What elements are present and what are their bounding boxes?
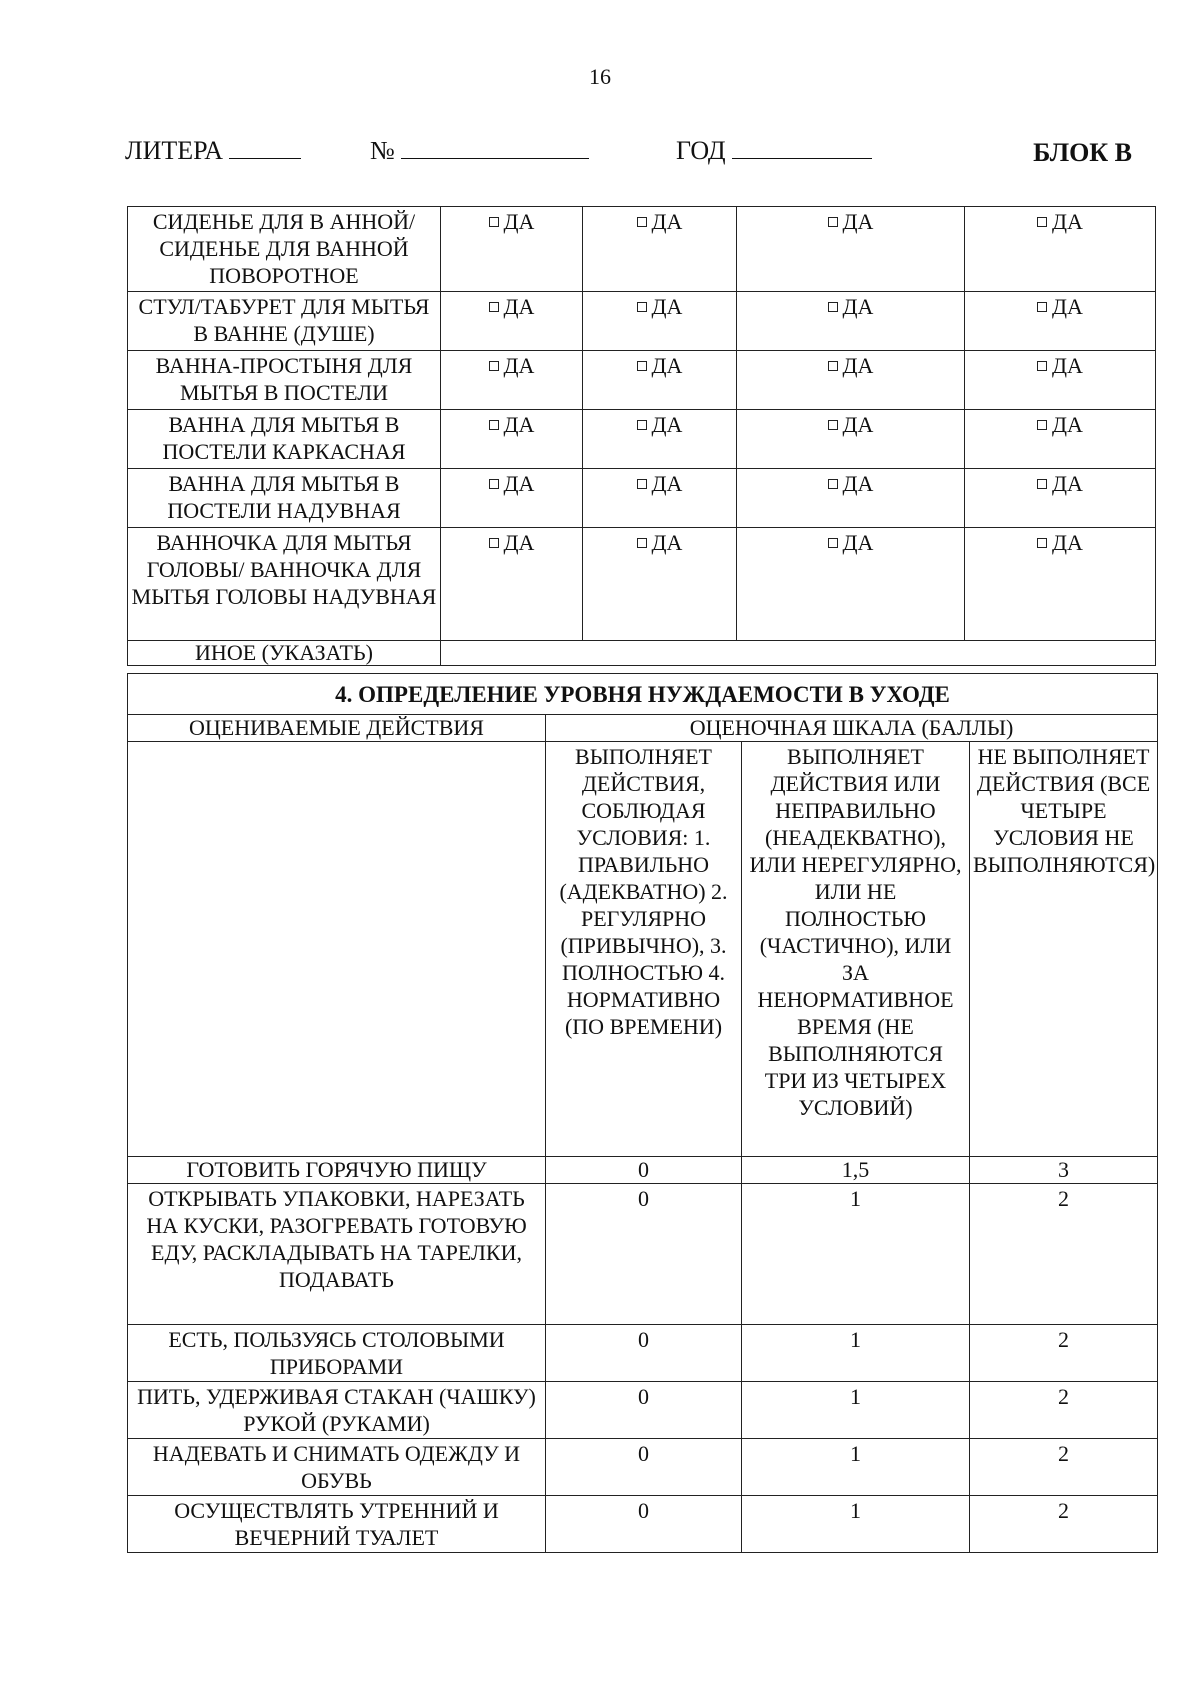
yes-checkbox-cell[interactable] xyxy=(441,292,583,351)
equipment-label: ВАННОЧКА ДЛЯ МЫТЬЯ ГОЛОВЫ/ ВАННОЧКА ДЛЯ МЫТЬЯ ГОЛОВЫ НАДУВНАЯ xyxy=(128,528,441,641)
action-label: ОСУЩЕСТВЛЯТЬ УТРЕННИЙ И ВЕЧЕРНИЙ ТУАЛЕТ xyxy=(128,1496,546,1553)
yes-label: ДА xyxy=(651,209,683,234)
checkbox-icon[interactable] xyxy=(637,479,647,489)
col-actions-header: ОЦЕНИВАЕМЫЕ ДЕЙСТВИЯ xyxy=(128,715,546,742)
yes-checkbox-cell[interactable] xyxy=(441,528,583,641)
score-row xyxy=(128,1157,1158,1184)
yes-checkbox-cell[interactable] xyxy=(965,351,1156,410)
checkbox-icon[interactable] xyxy=(1037,361,1047,371)
yes-label: ДА xyxy=(503,294,535,319)
year-blank[interactable] xyxy=(732,134,872,159)
levels-row xyxy=(128,742,1158,1157)
checkbox-icon[interactable] xyxy=(828,538,838,548)
equipment-label: ВАННА ДЛЯ МЫТЬЯ В ПОСТЕЛИ КАРКАСНАЯ xyxy=(128,410,441,469)
yes-label: ДА xyxy=(842,412,874,437)
checkbox-icon[interactable] xyxy=(637,217,647,227)
checkbox-icon[interactable] xyxy=(489,479,499,489)
yes-label: ДА xyxy=(842,353,874,378)
equipment-row xyxy=(128,292,1156,351)
section4-title-row xyxy=(128,674,1158,715)
checkbox-icon[interactable] xyxy=(828,420,838,430)
equipment-table xyxy=(127,206,1156,666)
yes-label: ДА xyxy=(842,471,874,496)
yes-label: ДА xyxy=(503,471,535,496)
checkbox-icon[interactable] xyxy=(1037,420,1047,430)
yes-checkbox-cell[interactable] xyxy=(583,469,737,528)
checkbox-icon[interactable] xyxy=(828,302,838,312)
checkbox-icon[interactable] xyxy=(828,217,838,227)
level2-description: ВЫПОЛНЯЕТ ДЕЙСТВИЯ ИЛИ НЕПРАВИЛЬНО (НЕАДЕКВАТНО), ИЛИ НЕРЕГУЛЯРНО, ИЛИ НЕ ПОЛНОСТЬЮ (ЧАСТИЧНО), ИЛИ ЗА НЕНОРМАТИВНОЕ ВРЕМЯ (НЕ ВЫПОЛНЯЮТСЯ ТРИ ИЗ ЧЕТЫРЕХ УСЛОВИЙ) xyxy=(742,742,970,1157)
yes-label: ДА xyxy=(1052,353,1083,378)
yes-label: ДА xyxy=(1052,530,1083,555)
score-level2: 1,5 xyxy=(742,1157,970,1184)
equipment-row xyxy=(128,469,1156,528)
yes-label: ДА xyxy=(842,530,874,555)
checkbox-icon[interactable] xyxy=(489,217,499,227)
yes-label: ДА xyxy=(1052,294,1083,319)
yes-checkbox-cell[interactable] xyxy=(737,292,965,351)
yes-checkbox-cell[interactable] xyxy=(965,469,1156,528)
yes-checkbox-cell[interactable] xyxy=(583,528,737,641)
score-row xyxy=(128,1439,1158,1496)
number-field xyxy=(370,134,589,166)
level1-description: ВЫПОЛНЯЕТ ДЕЙСТВИЯ, СОБЛЮДАЯ УСЛОВИЯ: 1. ПРАВИЛЬНО (АДЕКВАТНО) 2. РЕГУЛЯРНО (ПРИВЫЧНО), 3. ПОЛНОСТЬЮ 4. НОРМАТИВНО (ПО ВРЕМЕНИ) xyxy=(546,742,742,1157)
yes-label: ДА xyxy=(651,471,683,496)
yes-checkbox-cell[interactable] xyxy=(583,351,737,410)
litera-label: ЛИТЕРА xyxy=(125,136,224,165)
checkbox-icon[interactable] xyxy=(1037,302,1047,312)
checkbox-icon[interactable] xyxy=(637,420,647,430)
score-level3: 2 xyxy=(970,1382,1158,1439)
section4-title: 4. ОПРЕДЕЛЕНИЕ УРОВНЯ НУЖДАЕМОСТИ В УХОДЕ xyxy=(128,674,1158,715)
score-level2: 1 xyxy=(742,1382,970,1439)
score-level3: 2 xyxy=(970,1439,1158,1496)
score-level1: 0 xyxy=(546,1157,742,1184)
score-level3: 2 xyxy=(970,1325,1158,1382)
score-level1: 0 xyxy=(546,1325,742,1382)
year-label: ГОД xyxy=(676,136,726,165)
number-blank[interactable] xyxy=(401,134,589,159)
litera-field xyxy=(125,134,301,166)
yes-label: ДА xyxy=(503,209,535,234)
section4-header-row xyxy=(128,715,1158,742)
other-input[interactable] xyxy=(441,641,1156,666)
yes-label: ДА xyxy=(651,294,683,319)
number-label: № xyxy=(370,136,395,165)
yes-label: ДА xyxy=(651,412,683,437)
yes-checkbox-cell[interactable] xyxy=(737,410,965,469)
yes-label: ДА xyxy=(842,209,874,234)
yes-label: ДА xyxy=(842,294,874,319)
yes-checkbox-cell[interactable] xyxy=(441,207,583,292)
yes-checkbox-cell[interactable] xyxy=(441,351,583,410)
checkbox-icon[interactable] xyxy=(489,538,499,548)
other-row xyxy=(128,641,1156,666)
yes-checkbox-cell[interactable] xyxy=(965,410,1156,469)
yes-checkbox-cell[interactable] xyxy=(965,292,1156,351)
checkbox-icon[interactable] xyxy=(637,538,647,548)
yes-label: ДА xyxy=(1052,209,1083,234)
score-row xyxy=(128,1382,1158,1439)
score-row xyxy=(128,1496,1158,1553)
checkbox-icon[interactable] xyxy=(828,361,838,371)
action-label: ПИТЬ, УДЕРЖИВАЯ СТАКАН (ЧАШКУ) РУКОЙ (РУКАМИ) xyxy=(128,1382,546,1439)
action-label: ОТКРЫВАТЬ УПАКОВКИ, НАРЕЗАТЬ НА КУСКИ, РАЗОГРЕВАТЬ ГОТОВУЮ ЕДУ, РАСКЛАДЫВАТЬ НА ТАРЕЛКИ, ПОДАВАТЬ xyxy=(128,1184,546,1325)
equipment-row xyxy=(128,528,1156,641)
level3-description: НЕ ВЫПОЛНЯЕТ ДЕЙСТВИЯ (ВСЕ ЧЕТЫРЕ УСЛОВИЯ НЕ ВЫПОЛНЯЮТСЯ) xyxy=(970,742,1158,1157)
yes-checkbox-cell[interactable] xyxy=(737,351,965,410)
litera-blank[interactable] xyxy=(229,134,301,159)
yes-checkbox-cell[interactable] xyxy=(583,292,737,351)
yes-label: ДА xyxy=(1052,412,1083,437)
other-label: ИНОЕ (УКАЗАТЬ) xyxy=(128,641,441,666)
yes-checkbox-cell[interactable] xyxy=(441,410,583,469)
equipment-label: ВАННА-ПРОСТЫНЯ ДЛЯ МЫТЬЯ В ПОСТЕЛИ xyxy=(128,351,441,410)
yes-label: ДА xyxy=(503,353,535,378)
checkbox-icon[interactable] xyxy=(489,420,499,430)
score-level3: 2 xyxy=(970,1496,1158,1553)
yes-label: ДА xyxy=(651,353,683,378)
block-label: БЛОК В xyxy=(1033,138,1132,167)
score-level1: 0 xyxy=(546,1496,742,1553)
yes-checkbox-cell[interactable] xyxy=(737,207,965,292)
checkbox-icon[interactable] xyxy=(637,361,647,371)
yes-checkbox-cell[interactable] xyxy=(583,410,737,469)
page-number: 16 xyxy=(589,64,611,89)
checkbox-icon[interactable] xyxy=(489,302,499,312)
score-level1: 0 xyxy=(546,1382,742,1439)
score-level2: 1 xyxy=(742,1325,970,1382)
yes-checkbox-cell[interactable] xyxy=(583,207,737,292)
score-level1: 0 xyxy=(546,1184,742,1325)
score-level3: 3 xyxy=(970,1157,1158,1184)
col-scale-header: ОЦЕНОЧНАЯ ШКАЛА (БАЛЛЫ) xyxy=(546,715,1158,742)
equipment-label: ВАННА ДЛЯ МЫТЬЯ В ПОСТЕЛИ НАДУВНАЯ xyxy=(128,469,441,528)
action-label: НАДЕВАТЬ И СНИМАТЬ ОДЕЖДУ И ОБУВЬ xyxy=(128,1439,546,1496)
equipment-row xyxy=(128,410,1156,469)
action-label: ЕСТЬ, ПОЛЬЗУЯСЬ СТОЛОВЫМИ ПРИБОРАМИ xyxy=(128,1325,546,1382)
equipment-label: СТУЛ/ТАБУРЕТ ДЛЯ МЫТЬЯ В ВАННЕ (ДУШЕ) xyxy=(128,292,441,351)
yes-checkbox-cell[interactable] xyxy=(441,469,583,528)
action-label: ГОТОВИТЬ ГОРЯЧУЮ ПИЩУ xyxy=(128,1157,546,1184)
yes-checkbox-cell[interactable] xyxy=(965,207,1156,292)
equipment-label: СИДЕНЬЕ ДЛЯ В АННОЙ/СИДЕНЬЕ ДЛЯ ВАННОЙ ПОВОРОТНОЕ xyxy=(128,207,441,292)
yes-label: ДА xyxy=(1052,471,1083,496)
checkbox-icon[interactable] xyxy=(1037,538,1047,548)
checkbox-icon[interactable] xyxy=(489,361,499,371)
levels-empty-cell xyxy=(128,742,546,1157)
score-level1: 0 xyxy=(546,1439,742,1496)
yes-label: ДА xyxy=(651,530,683,555)
equipment-row xyxy=(128,351,1156,410)
checkbox-icon[interactable] xyxy=(828,479,838,489)
yes-checkbox-cell[interactable] xyxy=(737,528,965,641)
yes-label: ДА xyxy=(503,412,535,437)
score-row xyxy=(128,1325,1158,1382)
checkbox-icon[interactable] xyxy=(637,302,647,312)
yes-label: ДА xyxy=(503,530,535,555)
year-field xyxy=(676,134,872,166)
yes-checkbox-cell[interactable] xyxy=(965,528,1156,641)
checkbox-icon[interactable] xyxy=(1037,217,1047,227)
score-level2: 1 xyxy=(742,1496,970,1553)
equipment-row xyxy=(128,207,1156,292)
score-level2: 1 xyxy=(742,1439,970,1496)
yes-checkbox-cell[interactable] xyxy=(737,469,965,528)
score-row xyxy=(128,1184,1158,1325)
score-level2: 1 xyxy=(742,1184,970,1325)
checkbox-icon[interactable] xyxy=(1037,479,1047,489)
score-level3: 2 xyxy=(970,1184,1158,1325)
care-need-table xyxy=(127,673,1158,1553)
